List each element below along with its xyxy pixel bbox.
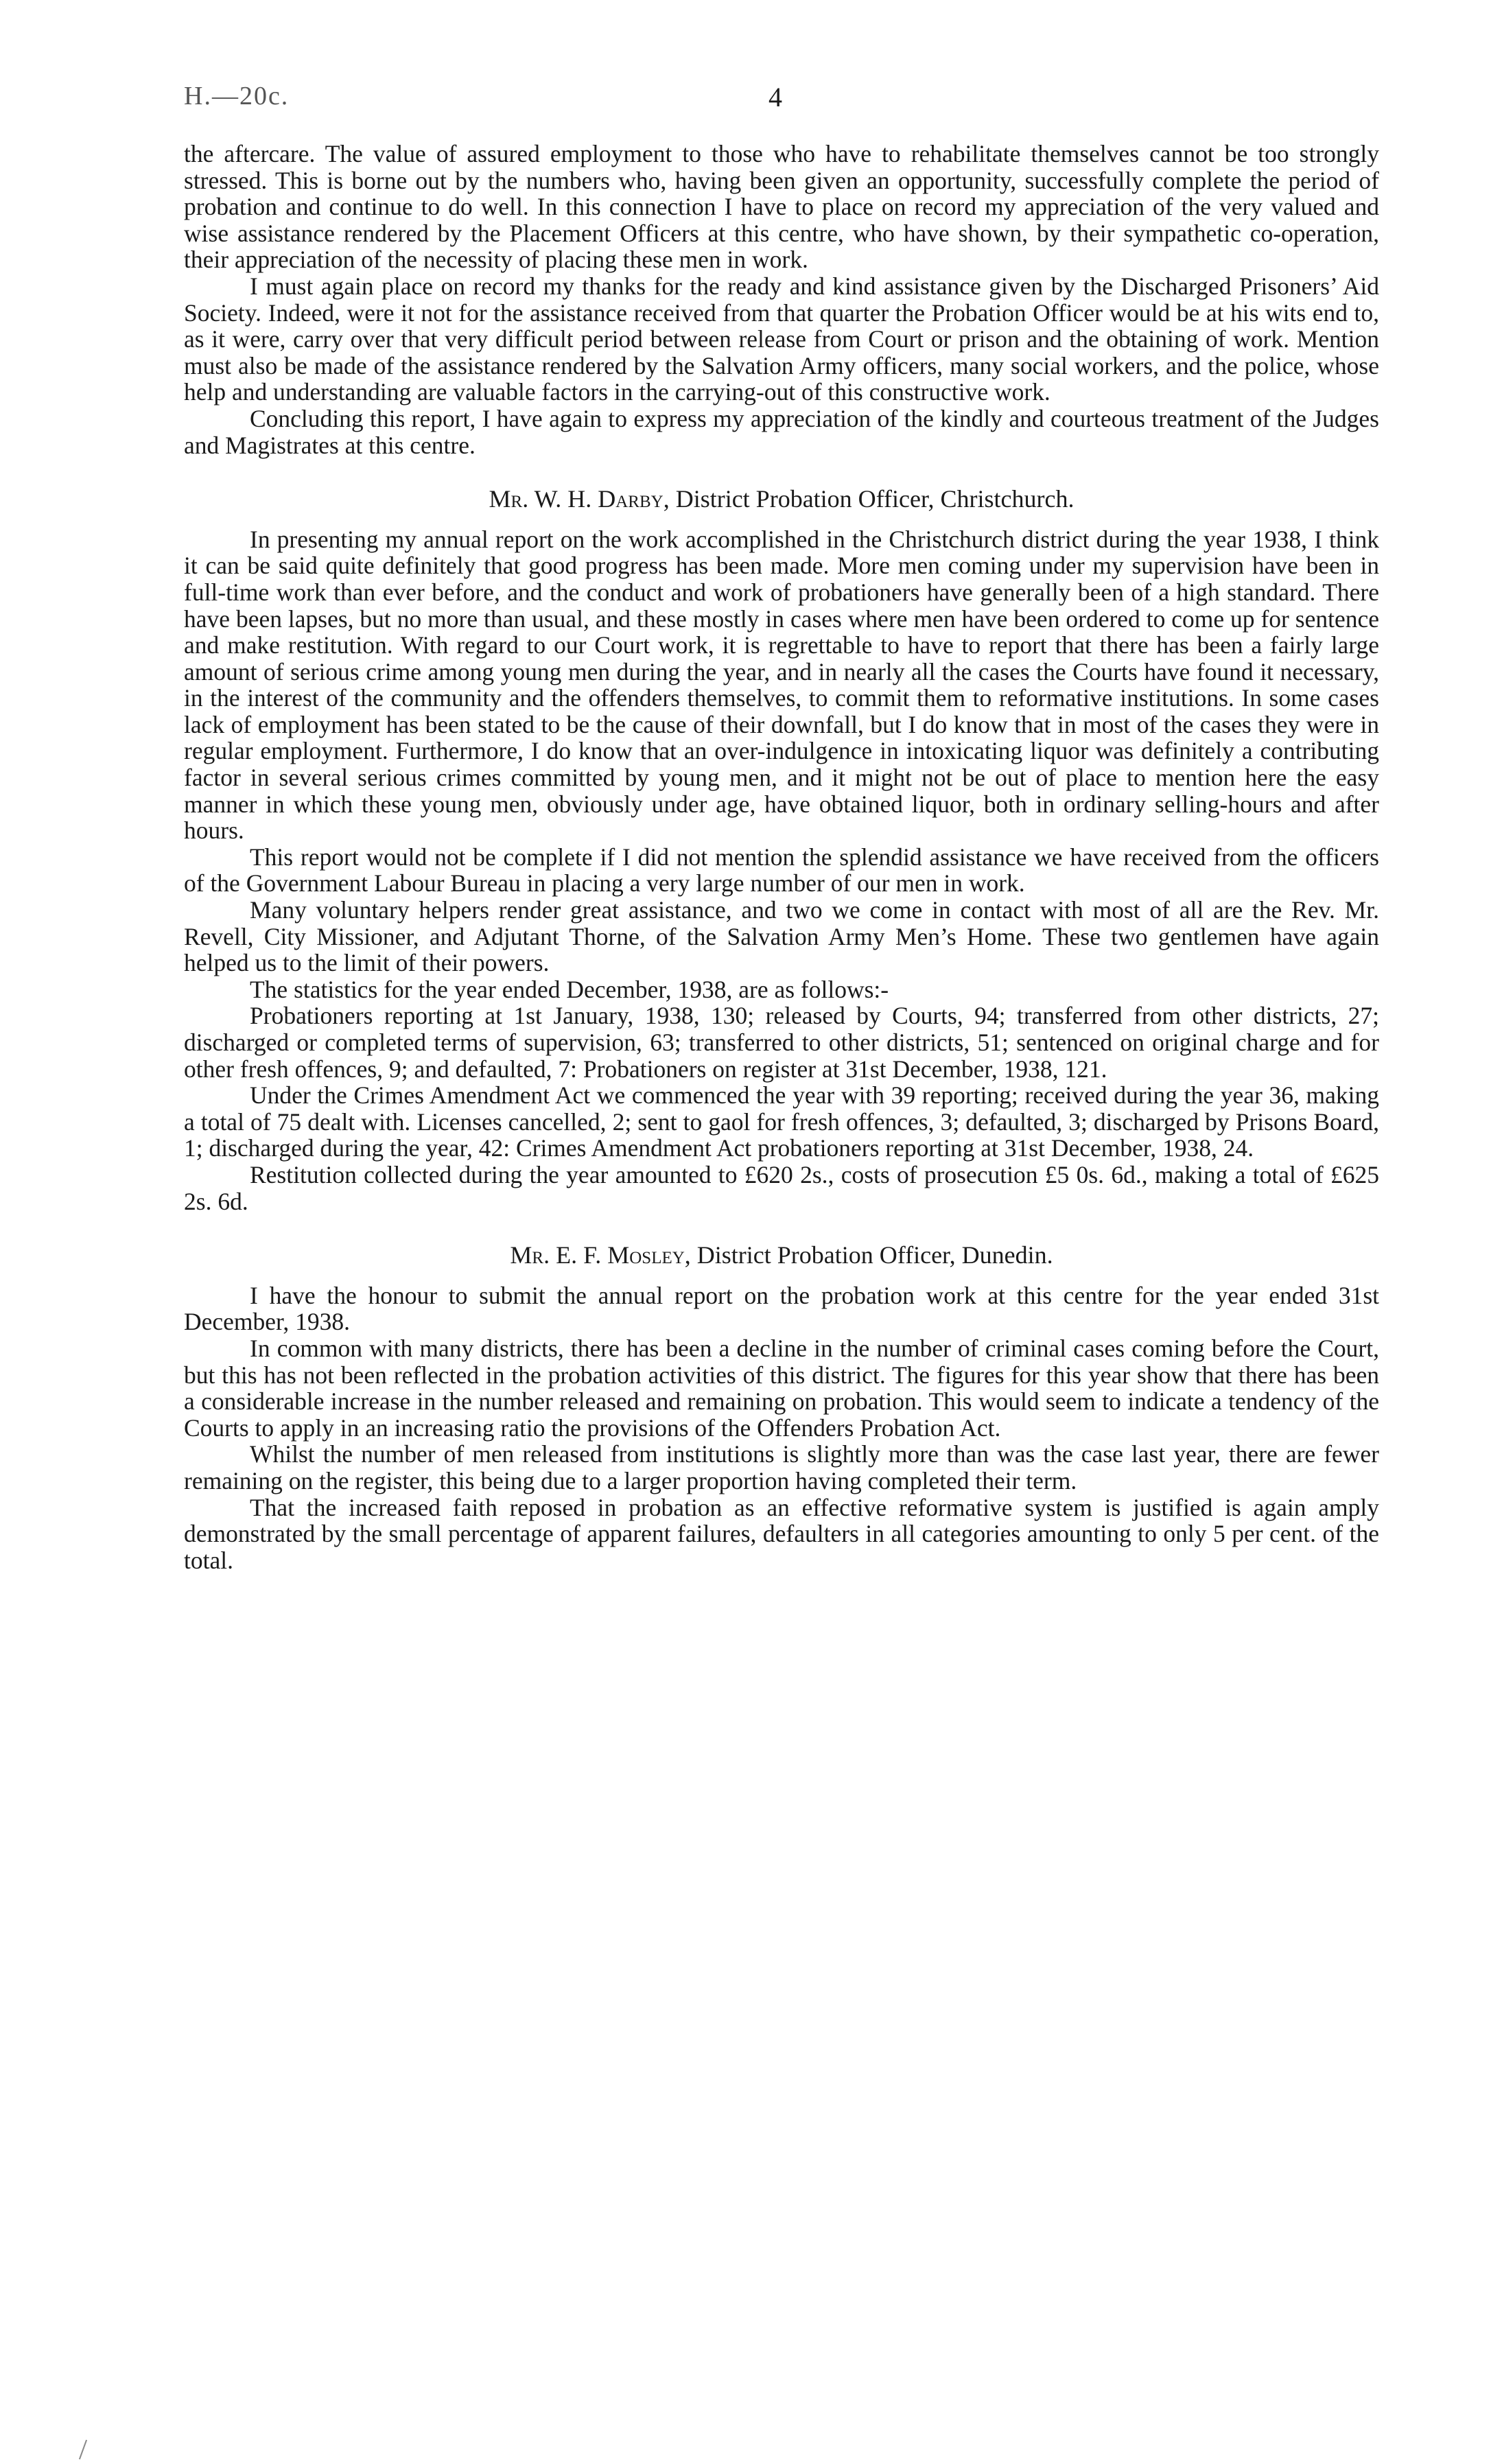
- section-heading-dunedin: [184, 1242, 1379, 1269]
- paragraph: Restitution collected during the year amounted to £620 2s., costs of prosecution £5 0s. 6d., making a total of £625 2s. 6d.: [184, 1160, 1379, 1215]
- paragraph: In presenting my annual report on the work accomplished in the Christchurch district during the year 1938, I think it can be said quite definitely that good progress has been made. More men coming under my supervision have been in full-time work than ever before, and the conduct and work of probationers have generally been of a high standard. There have been lapses, but no more than usual, and these mostly in cases where men have been ordered to come up for sentence and make restitution. With regard to our Court work, it is regrettable to have to report that there has been a fairly large amount of serious crime among young men during the year, and in nearly all the cases the Courts have found it necessary, in the interest of the community and the offenders themselves, to commit them to reformative institutions. In some cases lack of employment has been stated to be the cause of their downfall, but I do know that in most of the cases they were in regular employment. Furthermore, I do know that an over-indulgence in intoxicating liquor was definitely a contributing factor in several serious crimes committed by young men, and it might not be out of place to mention here the easy manner in which these young men, obviously under age, have obtained liquor, both in ordinary selling-hours and after hours.: [184, 525, 1379, 845]
- scan-margin-mark: [79, 2440, 87, 2460]
- paragraph: Concluding this report, I have again to express my appreciation of the kindly and courteous treatment of the Judges and Magistrates at this centre.: [184, 404, 1379, 459]
- paragraph: I have the honour to submit the annual report on the probation work at this centre for the year ended 31st December, 1938.: [184, 1281, 1379, 1336]
- officer-name: Mr. W. H. Darby,: [489, 485, 670, 513]
- paragraph: That the increased faith reposed in probation as an effective reformative system is justified is again amply demonstrated by the small percentage of apparent failures, defaulters in all categories amounting to only 5 per cent. of the total.: [184, 1493, 1379, 1574]
- document-reference: H.—20c.: [184, 82, 290, 110]
- paragraph: The statistics for the year ended December, 1938, are as follows:-: [250, 975, 889, 1003]
- paragraph: the aftercare. The value of assured employment to those who have to rehabilitate themselves cannot be too strongly stressed. This is borne out by the numbers who, having been given an opportunity, successfully complete the period of probation and continue to do well. In this connection I have to place on record my appreciation of the very valued and wise assistance rendered by the Placement Officers at this centre, who have shown, by their sympathetic co-operation, their appreciation of the necessity of placing these men in work.: [184, 140, 1379, 274]
- paragraph: Under the Crimes Amendment Act we commenced the year with 39 reporting; received during the year 36, making a total of 75 dealt with. Licenses cancelled, 2; sent to gaol for fresh offences, 3; defaulted, 3; discharged by Prisons Board, 1; discharged during the year, 42: Crimes Amendment Act probationers reporting at 31st December, 1938, 24.: [184, 1081, 1379, 1162]
- paragraph: Probationers reporting at 1st January, 1938, 130; released by Courts, 94; transferred from other districts, 27; discharged or completed terms of supervision, 63; transferred to other districts, 51; sentenced on original charge and for other fresh offences, 9; and defaulted, 7: Probationers on register at 31st December, 1938, 121.: [184, 1002, 1379, 1083]
- paragraph: Whilst the number of men released from institutions is slightly more than was the case last year, there are fewer remaining on the register, this being due to a larger proportion having completed their term.: [184, 1440, 1379, 1494]
- officer-title: District Probation Officer, Dunedin.: [690, 1241, 1053, 1269]
- paragraph: Many voluntary helpers render great assistance, and two we come in contact with most of all are the Rev. Mr. Revell, City Missioner, and Adjutant Thorne, of the Salvation Army Men’s Home. These two gentlemen have again helped us to the limit of their powers.: [184, 896, 1379, 977]
- paragraph: I must again place on record my thanks for the ready and kind assistance given by the Discharged Prisoners’ Aid Society. Indeed, were it not for the assistance received from that quarter the Probation Officer would be at his wits end to, as it were, carry over that very difficult period between release from Court or prison and the obtaining of work. Mention must also be made of the assistance rendered by the Salvation Army officers, many social workers, and the police, whose help and understanding are valuable factors in the carrying-out of this constructive work.: [184, 272, 1379, 406]
- page-header: [184, 81, 1379, 122]
- page-number: 4: [768, 82, 782, 113]
- section-heading-christchurch: [184, 486, 1379, 513]
- paragraph: In common with many districts, there has been a decline in the number of criminal cases coming before the Court, but this has not been reflected in the probation activities of this district. The figures for this year show that there has been a considerable increase in the number released and remaining on probation. This would seem to indicate a tendency of the Courts to apply in an increasing ratio the provisions of the Offenders Probation Act.: [184, 1334, 1379, 1442]
- officer-name: Mr. E. F. Mosley,: [510, 1241, 691, 1269]
- paragraph: This report would not be complete if I did not mention the splendid assistance we have received from the officers of the Government Labour Bureau in placing a very large number of our men in work.: [184, 843, 1379, 897]
- body-text: [184, 141, 1379, 1573]
- officer-title: District Probation Officer, Christchurch.: [669, 485, 1075, 513]
